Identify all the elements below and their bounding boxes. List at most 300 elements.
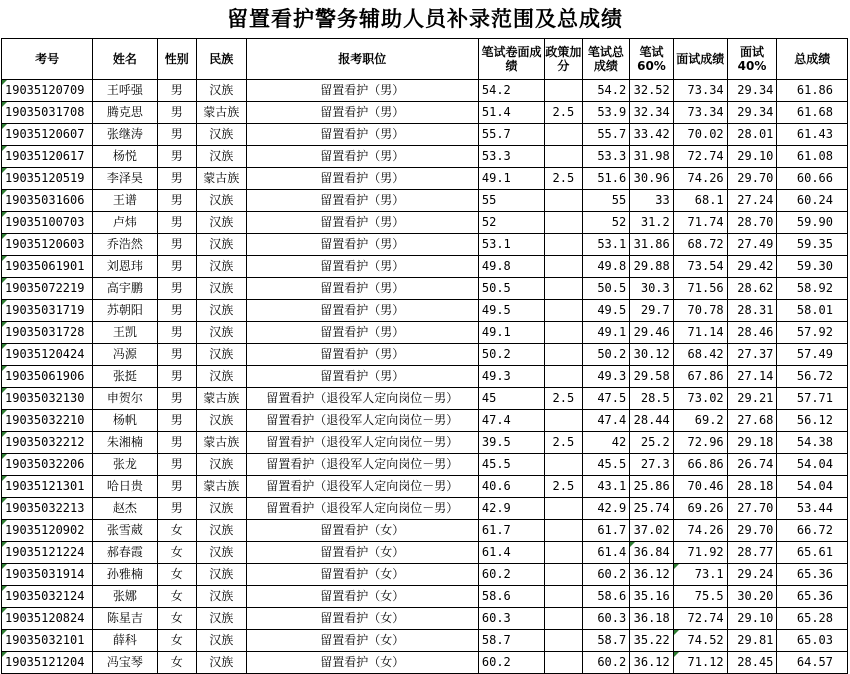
cell-name[interactable]: 张娜 (93, 586, 157, 608)
cell-sex[interactable]: 女 (157, 520, 196, 542)
cell-id[interactable]: 19035032206 (2, 454, 93, 476)
cell-written-60[interactable]: 29.88 (630, 256, 674, 278)
cell-id[interactable]: 19035120603 (2, 234, 93, 256)
cell-position[interactable]: 留置看护（男） (246, 102, 478, 124)
cell-written-raw[interactable]: 52 (478, 212, 544, 234)
cell-interview[interactable]: 74.26 (673, 520, 727, 542)
cell-id[interactable]: 19035032124 (2, 586, 93, 608)
cell-written-total[interactable]: 42 (582, 432, 630, 454)
cell-position[interactable]: 留置看护（男） (246, 168, 478, 190)
cell-total[interactable]: 57.92 (777, 322, 848, 344)
cell-position[interactable]: 留置看护（男） (246, 322, 478, 344)
cell-policy[interactable]: 2.5 (545, 388, 582, 410)
cell-sex[interactable]: 男 (157, 476, 196, 498)
cell-interview-40[interactable]: 27.68 (727, 410, 777, 432)
cell-written-raw[interactable]: 58.6 (478, 586, 544, 608)
cell-interview[interactable]: 68.72 (673, 234, 727, 256)
cell-total[interactable]: 60.66 (777, 168, 848, 190)
cell-written-60[interactable]: 36.12 (630, 652, 674, 674)
cell-position[interactable]: 留置看护（女） (246, 652, 478, 674)
cell-policy[interactable] (545, 234, 582, 256)
cell-total[interactable]: 64.57 (777, 652, 848, 674)
cell-name[interactable]: 高宇鹏 (93, 278, 157, 300)
cell-policy[interactable] (545, 520, 582, 542)
cell-written-raw[interactable]: 42.9 (478, 498, 544, 520)
cell-total[interactable]: 59.90 (777, 212, 848, 234)
cell-written-60[interactable]: 29.7 (630, 300, 674, 322)
cell-sex[interactable]: 男 (157, 80, 196, 102)
cell-written-60[interactable]: 36.12 (630, 564, 674, 586)
cell-sex[interactable]: 女 (157, 630, 196, 652)
cell-written-total[interactable]: 55.7 (582, 124, 630, 146)
cell-written-60[interactable]: 30.96 (630, 168, 674, 190)
cell-sex[interactable]: 男 (157, 344, 196, 366)
cell-position[interactable]: 留置看护（退役军人定向岗位－男） (246, 410, 478, 432)
cell-written-raw[interactable]: 61.4 (478, 542, 544, 564)
cell-written-total[interactable]: 55 (582, 190, 630, 212)
cell-policy[interactable] (545, 344, 582, 366)
cell-id[interactable]: 19035121301 (2, 476, 93, 498)
cell-written-total[interactable]: 49.3 (582, 366, 630, 388)
cell-name[interactable]: 张雪葳 (93, 520, 157, 542)
cell-policy[interactable] (545, 278, 582, 300)
cell-written-60[interactable]: 28.44 (630, 410, 674, 432)
cell-policy[interactable] (545, 586, 582, 608)
cell-total[interactable]: 54.38 (777, 432, 848, 454)
cell-written-total[interactable]: 45.5 (582, 454, 630, 476)
cell-total[interactable]: 61.68 (777, 102, 848, 124)
cell-ethnicity[interactable]: 汉族 (196, 190, 246, 212)
cell-ethnicity[interactable]: 汉族 (196, 410, 246, 432)
cell-sex[interactable]: 男 (157, 168, 196, 190)
cell-position[interactable]: 留置看护（女） (246, 608, 478, 630)
cell-sex[interactable]: 男 (157, 212, 196, 234)
cell-interview[interactable]: 69.2 (673, 410, 727, 432)
cell-sex[interactable]: 男 (157, 300, 196, 322)
cell-id[interactable]: 19035121204 (2, 652, 93, 674)
cell-written-60[interactable]: 36.84 (630, 542, 674, 564)
cell-id[interactable]: 19035100703 (2, 212, 93, 234)
cell-policy[interactable] (545, 366, 582, 388)
cell-written-60[interactable]: 30.3 (630, 278, 674, 300)
cell-id[interactable]: 19035031708 (2, 102, 93, 124)
cell-total[interactable]: 65.36 (777, 586, 848, 608)
cell-position[interactable]: 留置看护（退役军人定向岗位－男） (246, 476, 478, 498)
cell-total[interactable]: 65.36 (777, 564, 848, 586)
cell-interview-40[interactable]: 27.37 (727, 344, 777, 366)
cell-written-60[interactable]: 33.42 (630, 124, 674, 146)
cell-ethnicity[interactable]: 汉族 (196, 586, 246, 608)
cell-name[interactable]: 朱湘楠 (93, 432, 157, 454)
cell-interview-40[interactable]: 29.34 (727, 80, 777, 102)
cell-sex[interactable]: 男 (157, 454, 196, 476)
cell-name[interactable]: 薛科 (93, 630, 157, 652)
cell-policy[interactable]: 2.5 (545, 476, 582, 498)
cell-written-60[interactable]: 29.46 (630, 322, 674, 344)
cell-written-60[interactable]: 37.02 (630, 520, 674, 542)
cell-written-total[interactable]: 49.5 (582, 300, 630, 322)
cell-written-raw[interactable]: 53.1 (478, 234, 544, 256)
cell-written-raw[interactable]: 45 (478, 388, 544, 410)
cell-written-raw[interactable]: 60.3 (478, 608, 544, 630)
cell-written-raw[interactable]: 54.2 (478, 80, 544, 102)
cell-interview[interactable]: 71.74 (673, 212, 727, 234)
cell-total[interactable]: 61.43 (777, 124, 848, 146)
cell-sex[interactable]: 男 (157, 388, 196, 410)
cell-sex[interactable]: 女 (157, 564, 196, 586)
cell-interview[interactable]: 71.56 (673, 278, 727, 300)
cell-interview[interactable]: 68.42 (673, 344, 727, 366)
cell-ethnicity[interactable]: 汉族 (196, 300, 246, 322)
cell-ethnicity[interactable]: 汉族 (196, 498, 246, 520)
cell-written-total[interactable]: 53.3 (582, 146, 630, 168)
cell-interview-40[interactable]: 29.10 (727, 146, 777, 168)
cell-written-raw[interactable]: 58.7 (478, 630, 544, 652)
cell-sex[interactable]: 女 (157, 608, 196, 630)
cell-sex[interactable]: 男 (157, 234, 196, 256)
cell-name[interactable]: 哈日贵 (93, 476, 157, 498)
cell-written-60[interactable]: 30.12 (630, 344, 674, 366)
cell-interview-40[interactable]: 27.70 (727, 498, 777, 520)
cell-written-raw[interactable]: 60.2 (478, 564, 544, 586)
cell-id[interactable]: 19035120424 (2, 344, 93, 366)
cell-interview[interactable]: 71.12 (673, 652, 727, 674)
cell-written-total[interactable]: 49.8 (582, 256, 630, 278)
cell-written-60[interactable]: 27.3 (630, 454, 674, 476)
cell-interview[interactable]: 73.34 (673, 80, 727, 102)
cell-total[interactable]: 57.49 (777, 344, 848, 366)
cell-sex[interactable]: 女 (157, 652, 196, 674)
cell-sex[interactable]: 男 (157, 432, 196, 454)
cell-sex[interactable]: 男 (157, 190, 196, 212)
cell-written-total[interactable]: 43.1 (582, 476, 630, 498)
cell-interview-40[interactable]: 28.01 (727, 124, 777, 146)
cell-written-total[interactable]: 52 (582, 212, 630, 234)
cell-total[interactable]: 53.44 (777, 498, 848, 520)
cell-written-total[interactable]: 50.5 (582, 278, 630, 300)
cell-interview-40[interactable]: 28.62 (727, 278, 777, 300)
cell-ethnicity[interactable]: 汉族 (196, 366, 246, 388)
cell-interview[interactable]: 72.96 (673, 432, 727, 454)
cell-ethnicity[interactable]: 蒙古族 (196, 388, 246, 410)
cell-written-total[interactable]: 49.1 (582, 322, 630, 344)
cell-total[interactable]: 56.12 (777, 410, 848, 432)
cell-id[interactable]: 19035031728 (2, 322, 93, 344)
cell-interview-40[interactable]: 27.24 (727, 190, 777, 212)
cell-policy[interactable] (545, 190, 582, 212)
cell-sex[interactable]: 男 (157, 124, 196, 146)
cell-written-total[interactable]: 58.7 (582, 630, 630, 652)
cell-policy[interactable]: 2.5 (545, 168, 582, 190)
cell-total[interactable]: 61.08 (777, 146, 848, 168)
cell-name[interactable]: 陈星吉 (93, 608, 157, 630)
cell-interview-40[interactable]: 29.18 (727, 432, 777, 454)
cell-interview[interactable]: 73.02 (673, 388, 727, 410)
cell-written-60[interactable]: 35.22 (630, 630, 674, 652)
cell-sex[interactable]: 男 (157, 322, 196, 344)
cell-id[interactable]: 19035061906 (2, 366, 93, 388)
cell-written-60[interactable]: 36.18 (630, 608, 674, 630)
cell-written-total[interactable]: 58.6 (582, 586, 630, 608)
cell-interview[interactable]: 70.78 (673, 300, 727, 322)
cell-written-60[interactable]: 31.98 (630, 146, 674, 168)
cell-sex[interactable]: 男 (157, 256, 196, 278)
cell-interview[interactable]: 73.54 (673, 256, 727, 278)
cell-position[interactable]: 留置看护（女） (246, 630, 478, 652)
cell-policy[interactable] (545, 454, 582, 476)
cell-policy[interactable] (545, 652, 582, 674)
cell-position[interactable]: 留置看护（男） (246, 124, 478, 146)
cell-total[interactable]: 54.04 (777, 454, 848, 476)
cell-written-raw[interactable]: 60.2 (478, 652, 544, 674)
cell-interview-40[interactable]: 28.31 (727, 300, 777, 322)
cell-written-raw[interactable]: 47.4 (478, 410, 544, 432)
cell-ethnicity[interactable]: 汉族 (196, 652, 246, 674)
cell-written-raw[interactable]: 50.5 (478, 278, 544, 300)
cell-interview[interactable]: 70.46 (673, 476, 727, 498)
cell-name[interactable]: 郝春霞 (93, 542, 157, 564)
cell-ethnicity[interactable]: 汉族 (196, 454, 246, 476)
cell-written-raw[interactable]: 45.5 (478, 454, 544, 476)
cell-interview[interactable]: 71.92 (673, 542, 727, 564)
cell-total[interactable]: 65.28 (777, 608, 848, 630)
cell-id[interactable]: 19035031914 (2, 564, 93, 586)
cell-sex[interactable]: 男 (157, 366, 196, 388)
cell-written-raw[interactable]: 53.3 (478, 146, 544, 168)
cell-name[interactable]: 孙雅楠 (93, 564, 157, 586)
cell-interview-40[interactable]: 29.21 (727, 388, 777, 410)
cell-written-total[interactable]: 60.2 (582, 652, 630, 674)
cell-name[interactable]: 杨悦 (93, 146, 157, 168)
cell-ethnicity[interactable]: 汉族 (196, 80, 246, 102)
cell-ethnicity[interactable]: 汉族 (196, 564, 246, 586)
cell-interview-40[interactable]: 29.24 (727, 564, 777, 586)
cell-interview[interactable]: 75.5 (673, 586, 727, 608)
cell-total[interactable]: 59.30 (777, 256, 848, 278)
cell-written-total[interactable]: 47.4 (582, 410, 630, 432)
cell-total[interactable]: 65.03 (777, 630, 848, 652)
cell-id[interactable]: 19035031719 (2, 300, 93, 322)
cell-written-raw[interactable]: 49.5 (478, 300, 544, 322)
cell-interview-40[interactable]: 30.20 (727, 586, 777, 608)
cell-id[interactable]: 19035032213 (2, 498, 93, 520)
cell-interview[interactable]: 69.26 (673, 498, 727, 520)
cell-interview[interactable]: 73.34 (673, 102, 727, 124)
cell-interview[interactable]: 66.86 (673, 454, 727, 476)
cell-total[interactable]: 54.04 (777, 476, 848, 498)
cell-policy[interactable]: 2.5 (545, 102, 582, 124)
cell-ethnicity[interactable]: 汉族 (196, 124, 246, 146)
cell-name[interactable]: 李泽昊 (93, 168, 157, 190)
cell-total[interactable]: 58.01 (777, 300, 848, 322)
cell-written-raw[interactable]: 61.7 (478, 520, 544, 542)
cell-position[interactable]: 留置看护（女） (246, 586, 478, 608)
cell-interview-40[interactable]: 28.45 (727, 652, 777, 674)
cell-ethnicity[interactable]: 蒙古族 (196, 432, 246, 454)
cell-ethnicity[interactable]: 汉族 (196, 520, 246, 542)
cell-id[interactable]: 19035072219 (2, 278, 93, 300)
cell-written-raw[interactable]: 49.3 (478, 366, 544, 388)
cell-policy[interactable] (545, 498, 582, 520)
cell-position[interactable]: 留置看护（男） (246, 212, 478, 234)
cell-position[interactable]: 留置看护（退役军人定向岗位－男） (246, 454, 478, 476)
cell-name[interactable]: 腾克思 (93, 102, 157, 124)
cell-written-total[interactable]: 60.2 (582, 564, 630, 586)
cell-id[interactable]: 19035120709 (2, 80, 93, 102)
cell-written-60[interactable]: 28.5 (630, 388, 674, 410)
cell-id[interactable]: 19035032210 (2, 410, 93, 432)
cell-total[interactable]: 60.24 (777, 190, 848, 212)
cell-name[interactable]: 申贺尔 (93, 388, 157, 410)
cell-id[interactable]: 19035032101 (2, 630, 93, 652)
cell-interview[interactable]: 73.1 (673, 564, 727, 586)
cell-ethnicity[interactable]: 汉族 (196, 256, 246, 278)
cell-total[interactable]: 56.72 (777, 366, 848, 388)
cell-position[interactable]: 留置看护（男） (246, 146, 478, 168)
cell-policy[interactable] (545, 300, 582, 322)
cell-position[interactable]: 留置看护（男） (246, 278, 478, 300)
cell-total[interactable]: 61.86 (777, 80, 848, 102)
cell-name[interactable]: 王呼强 (93, 80, 157, 102)
cell-written-raw[interactable]: 51.4 (478, 102, 544, 124)
cell-policy[interactable] (545, 146, 582, 168)
cell-ethnicity[interactable]: 汉族 (196, 212, 246, 234)
cell-id[interactable]: 19035061901 (2, 256, 93, 278)
cell-interview-40[interactable]: 29.70 (727, 520, 777, 542)
cell-position[interactable]: 留置看护（女） (246, 520, 478, 542)
cell-written-total[interactable]: 42.9 (582, 498, 630, 520)
cell-written-60[interactable]: 25.86 (630, 476, 674, 498)
cell-position[interactable]: 留置看护（退役军人定向岗位－男） (246, 388, 478, 410)
cell-interview[interactable]: 70.02 (673, 124, 727, 146)
cell-interview[interactable]: 72.74 (673, 608, 727, 630)
cell-ethnicity[interactable]: 汉族 (196, 234, 246, 256)
cell-name[interactable]: 张挺 (93, 366, 157, 388)
cell-sex[interactable]: 女 (157, 586, 196, 608)
cell-written-raw[interactable]: 49.8 (478, 256, 544, 278)
cell-position[interactable]: 留置看护（男） (246, 234, 478, 256)
cell-id[interactable]: 19035031606 (2, 190, 93, 212)
cell-written-60[interactable]: 32.52 (630, 80, 674, 102)
cell-ethnicity[interactable]: 汉族 (196, 278, 246, 300)
cell-written-total[interactable]: 61.4 (582, 542, 630, 564)
cell-policy[interactable] (545, 630, 582, 652)
cell-sex[interactable]: 男 (157, 278, 196, 300)
cell-sex[interactable]: 男 (157, 102, 196, 124)
cell-policy[interactable] (545, 212, 582, 234)
cell-ethnicity[interactable]: 蒙古族 (196, 168, 246, 190)
cell-id[interactable]: 19035032212 (2, 432, 93, 454)
cell-written-60[interactable]: 31.86 (630, 234, 674, 256)
cell-position[interactable]: 留置看护（男） (246, 300, 478, 322)
cell-written-raw[interactable]: 49.1 (478, 168, 544, 190)
cell-interview-40[interactable]: 28.77 (727, 542, 777, 564)
cell-interview[interactable]: 74.52 (673, 630, 727, 652)
cell-written-60[interactable]: 35.16 (630, 586, 674, 608)
cell-written-60[interactable]: 29.58 (630, 366, 674, 388)
cell-position[interactable]: 留置看护（男） (246, 344, 478, 366)
cell-written-total[interactable]: 50.2 (582, 344, 630, 366)
cell-id[interactable]: 19035120607 (2, 124, 93, 146)
cell-id[interactable]: 19035121224 (2, 542, 93, 564)
cell-id[interactable]: 19035120519 (2, 168, 93, 190)
cell-written-60[interactable]: 25.74 (630, 498, 674, 520)
cell-written-raw[interactable]: 55 (478, 190, 544, 212)
cell-position[interactable]: 留置看护（男） (246, 80, 478, 102)
cell-ethnicity[interactable]: 汉族 (196, 630, 246, 652)
cell-ethnicity[interactable]: 汉族 (196, 608, 246, 630)
cell-sex[interactable]: 男 (157, 146, 196, 168)
cell-name[interactable]: 张龙 (93, 454, 157, 476)
cell-name[interactable]: 赵杰 (93, 498, 157, 520)
cell-policy[interactable] (545, 322, 582, 344)
cell-sex[interactable]: 男 (157, 498, 196, 520)
cell-written-total[interactable]: 47.5 (582, 388, 630, 410)
cell-name[interactable]: 乔浩然 (93, 234, 157, 256)
cell-policy[interactable] (545, 256, 582, 278)
cell-policy[interactable] (545, 608, 582, 630)
cell-written-60[interactable]: 31.2 (630, 212, 674, 234)
cell-policy[interactable] (545, 564, 582, 586)
cell-interview-40[interactable]: 28.70 (727, 212, 777, 234)
cell-interview-40[interactable]: 28.18 (727, 476, 777, 498)
cell-sex[interactable]: 女 (157, 542, 196, 564)
cell-written-raw[interactable]: 39.5 (478, 432, 544, 454)
cell-name[interactable]: 卢炜 (93, 212, 157, 234)
cell-written-total[interactable]: 53.1 (582, 234, 630, 256)
cell-position[interactable]: 留置看护（退役军人定向岗位－男） (246, 498, 478, 520)
cell-interview-40[interactable]: 29.81 (727, 630, 777, 652)
cell-interview[interactable]: 72.74 (673, 146, 727, 168)
cell-name[interactable]: 杨帆 (93, 410, 157, 432)
cell-ethnicity[interactable]: 蒙古族 (196, 102, 246, 124)
cell-position[interactable]: 留置看护（男） (246, 190, 478, 212)
cell-written-raw[interactable]: 40.6 (478, 476, 544, 498)
cell-written-total[interactable]: 61.7 (582, 520, 630, 542)
cell-written-raw[interactable]: 50.2 (478, 344, 544, 366)
cell-name[interactable]: 王凯 (93, 322, 157, 344)
cell-position[interactable]: 留置看护（女） (246, 542, 478, 564)
cell-policy[interactable] (545, 124, 582, 146)
cell-id[interactable]: 19035120824 (2, 608, 93, 630)
cell-total[interactable]: 66.72 (777, 520, 848, 542)
cell-total[interactable]: 65.61 (777, 542, 848, 564)
cell-interview[interactable]: 74.26 (673, 168, 727, 190)
cell-interview-40[interactable]: 29.10 (727, 608, 777, 630)
cell-position[interactable]: 留置看护（女） (246, 564, 478, 586)
cell-policy[interactable] (545, 542, 582, 564)
cell-ethnicity[interactable]: 汉族 (196, 542, 246, 564)
cell-interview[interactable]: 71.14 (673, 322, 727, 344)
cell-written-total[interactable]: 60.3 (582, 608, 630, 630)
cell-total[interactable]: 58.92 (777, 278, 848, 300)
cell-written-60[interactable]: 25.2 (630, 432, 674, 454)
cell-name[interactable]: 刘恩玮 (93, 256, 157, 278)
cell-interview[interactable]: 68.1 (673, 190, 727, 212)
cell-name[interactable]: 冯源 (93, 344, 157, 366)
cell-name[interactable]: 王谱 (93, 190, 157, 212)
cell-ethnicity[interactable]: 汉族 (196, 322, 246, 344)
cell-interview-40[interactable]: 27.49 (727, 234, 777, 256)
cell-written-60[interactable]: 32.34 (630, 102, 674, 124)
cell-written-raw[interactable]: 49.1 (478, 322, 544, 344)
cell-name[interactable]: 苏朝阳 (93, 300, 157, 322)
cell-sex[interactable]: 男 (157, 410, 196, 432)
cell-policy[interactable] (545, 80, 582, 102)
cell-written-total[interactable]: 54.2 (582, 80, 630, 102)
cell-total[interactable]: 57.71 (777, 388, 848, 410)
cell-written-raw[interactable]: 55.7 (478, 124, 544, 146)
